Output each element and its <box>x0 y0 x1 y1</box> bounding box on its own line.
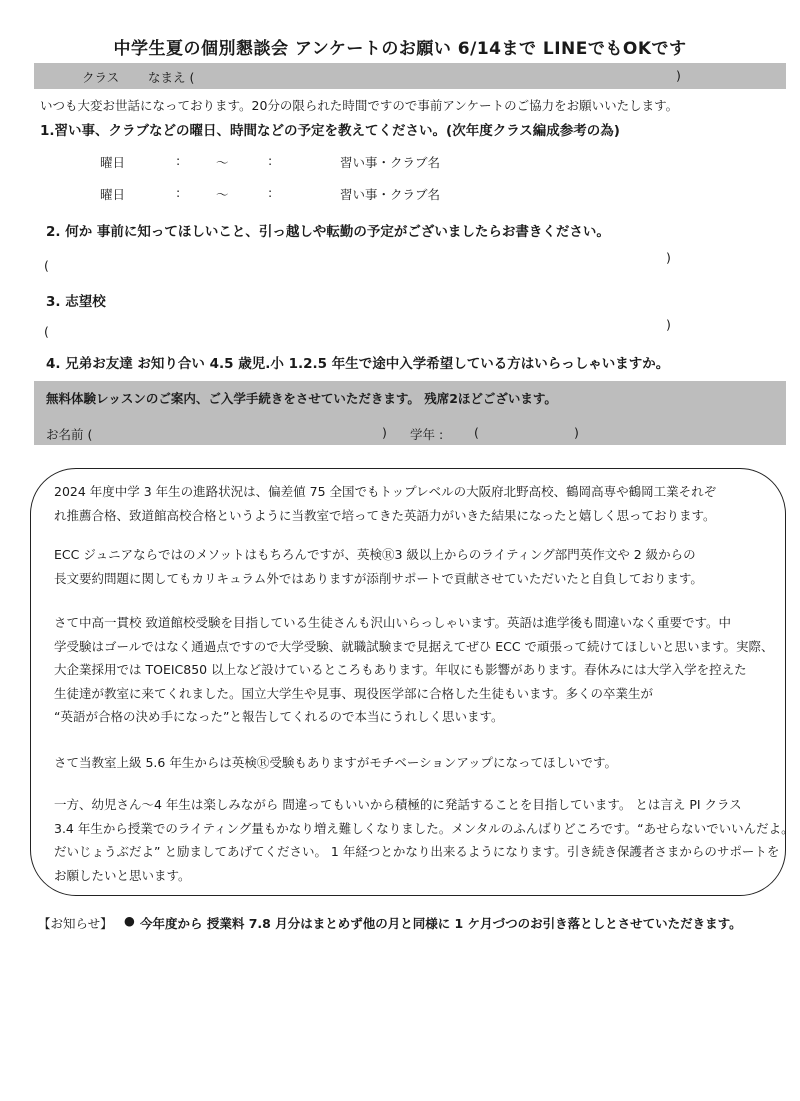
paragraph-line: ECC ジュニアならではのメソットはもちろんですが、英検Ⓡ3 級以上からのライティング部門英作文や 2 級からの <box>54 547 696 562</box>
colon: : <box>176 153 181 168</box>
box-paragraph-2 <box>54 543 774 590</box>
club-label: 習い事・クラブ名 <box>340 155 441 170</box>
day-label: 曜日 <box>100 155 126 170</box>
colon: : <box>268 153 273 168</box>
intro-text: いつも大変お世話になっております。20分の限られた時間ですので事前アンケートのご協力をお願いいたします。 <box>40 98 679 113</box>
q2-close-paren: ) <box>666 250 671 265</box>
colon: : <box>176 185 181 200</box>
paragraph-line: 一方、幼児さん〜4 年生は楽しみながら 間違ってもいいから積極的に発話することを目指しています。 とは言え PI クラス <box>54 797 742 812</box>
name-close-paren: ) <box>676 68 681 83</box>
q3-open-paren: ( <box>44 324 49 339</box>
colon: : <box>268 185 273 200</box>
paragraph-line: お願したいと思います。 <box>54 867 191 883</box>
tilde: 〜 <box>216 187 229 202</box>
trial-name-close: ) <box>382 425 387 440</box>
paragraph-line: 2024 年度中学 3 年生の進路状況は、偏差値 75 全国でもトップレベルの大阪府北野高校、鶴岡高専や鶴岡工業それぞ <box>54 484 717 499</box>
page-title: 中学生夏の個別懇談会 アンケートのお願い 6/14まで LINEでもOKです <box>113 39 687 59</box>
q2-heading: 2. 何か 事前に知ってほしいこと、引っ越しや転勤の予定がございましたらお書きください。 <box>46 224 610 240</box>
class-label: クラス <box>82 70 120 85</box>
bullet-icon: ● <box>124 913 135 928</box>
box-paragraph-5 <box>54 793 794 887</box>
grade-open-paren: ( <box>474 425 479 440</box>
trial-notice: 無料体験レッスンのご案内、ご入学手続きをさせていただきます。 残席2ほどございます。 <box>46 391 557 406</box>
paragraph-line: さて中高一貫校 致道館校受験を目指している生徒さんも沢山いらっしゃいます。英語は進学後も間違いなく重要です。中 <box>54 615 731 630</box>
box-paragraph-3 <box>54 611 774 729</box>
paragraph-line: “英語が合格の決め手になった”と報告してくれるので本当にうれしく思います。 <box>54 709 504 724</box>
paragraph-line: さて当教室上級 5.6 年生からは英検Ⓡ受験もありますがモチベーションアップになってほしいです。 <box>54 755 617 770</box>
q4-heading: 4. 兄弟お友達 お知り合い 4.5 歳児.小 1.2.5 年生で途中入学希望している方はいらっしゃいますか。 <box>46 356 670 372</box>
paragraph-line: 3.4 年生から授業でのライティング量もかなり増え難しくなりました。メンタルのふんばりどころです。“あせらないでいいんだよ。 <box>54 820 794 836</box>
box-paragraph-4 <box>54 751 774 775</box>
day-label: 曜日 <box>100 187 126 202</box>
paragraph-line: 大企業採用では TOEIC850 以上など設けているところもあります。年収にも影響があります。春休みには大学入学を控えた <box>54 662 747 677</box>
paragraph-line: だいじょうぶだよ” と励ましてあげてください。 1 年経つとかなり出来るようになります。引き続き保護者さまからのサポートを <box>54 844 780 859</box>
notice-text: 今年度から 授業料 7.8 月分はまとめず他の月と同様に 1 ケ月づつのお引き落としとさせていただきます。 <box>140 916 742 931</box>
tilde: 〜 <box>216 155 229 170</box>
q1-heading: 1.習い事、クラブなどの曜日、時間などの予定を教えてください。(次年度クラス編成参考の為) <box>40 123 620 139</box>
paragraph-line: 長文要約問題に関してもカリキュラム外ではありますが添削サポートで貢献させていただいたと自負しております。 <box>54 570 703 586</box>
name-label: なまえ ( <box>148 70 195 85</box>
q3-heading: 3. 志望校 <box>46 294 106 310</box>
notice-tag: 【お知らせ】 <box>38 916 113 931</box>
paragraph-line: 生徒達が教室に来てくれました。国立大学生や見事、現役医学部に合格した生徒もいます。多くの卒業生が <box>54 685 654 701</box>
paragraph-line: れ推薦合格、致道館高校合格というように当教室で培ってきた英語力がいきた結果になったと嬉しく思っております。 <box>54 507 716 523</box>
name-band <box>34 63 786 89</box>
paragraph-line: 学受験はゴールではなく通過点ですので大学受験、就職試験まで見据えてぜひ ECC で頑張って続けてほしいと思います。実際、 <box>54 638 774 654</box>
box-paragraph-1 <box>54 480 774 527</box>
q2-open-paren: ( <box>44 258 49 273</box>
q3-close-paren: ) <box>666 317 671 332</box>
trial-name-label: お名前 ( <box>46 427 93 442</box>
club-label: 習い事・クラブ名 <box>340 187 441 202</box>
grade-label: 学年 : <box>410 427 444 442</box>
grade-close-paren: ) <box>574 425 579 440</box>
